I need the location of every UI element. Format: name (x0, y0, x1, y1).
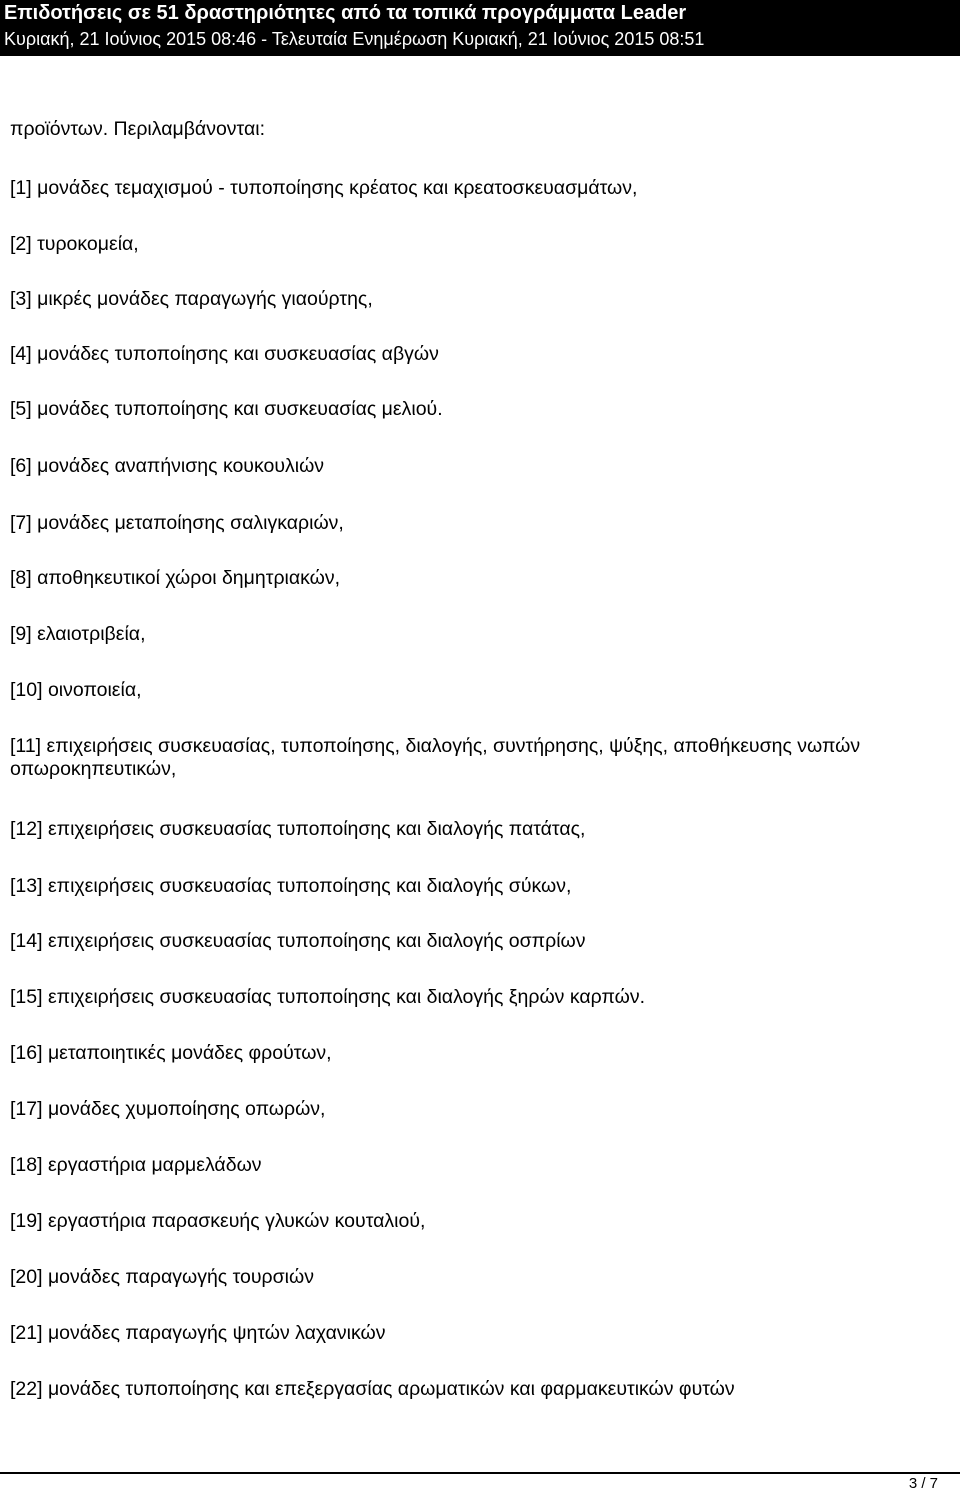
list-item: [6] μονάδες αναπήνισης κουκουλιών (10, 455, 325, 477)
document-title: Επιδοτήσεις σε 51 δραστηριότητες από τα τοπικά προγράμματα Leader (4, 2, 687, 24)
list-item: [15] επιχειρήσεις συσκευασίας τυποποίησης και διαλογής ξηρών καρπών. (10, 986, 646, 1008)
list-item: [8] αποθηκευτικοί χώροι δημητριακών, (10, 567, 341, 589)
list-item: [16] μεταποιητικές μονάδες φρούτων, (10, 1042, 332, 1064)
document-dates: Κυριακή, 21 Ιούνιος 2015 08:46 - Τελευταία Ενημέρωση Κυριακή, 21 Ιούνιος 2015 08:51 (4, 29, 705, 49)
footer-divider (0, 1472, 960, 1474)
list-item: [21] μονάδες παραγωγής ψητών λαχανικών (10, 1322, 386, 1344)
list-item: [19] εργαστήρια παρασκευής γλυκών κουταλιού, (10, 1210, 426, 1232)
list-item: [2] τυροκομεία, (10, 233, 139, 255)
list-item: [14] επιχειρήσεις συσκευασίας τυποποίησης και διαλογής οσπρίων (10, 930, 586, 952)
list-item: [13] επιχειρήσεις συσκευασίας τυποποίησης και διαλογής σύκων, (10, 875, 572, 897)
document-header (0, 0, 960, 56)
list-item: [10] οινοποιεία, (10, 679, 142, 701)
list-item: [5] μονάδες τυποποίησης και συσκευασίας μελιού. (10, 398, 443, 420)
list-item: [11] επιχειρήσεις συσκευασίας, τυποποίησης, διαλογής, συντήρησης, ψύξης, αποθήκευσης νωπών οπωροκηπευτικών, (10, 735, 861, 780)
list-item: [22] μονάδες τυποποίησης και επεξεργασίας αρωματικών και φαρμακευτικών φυτών (10, 1378, 735, 1400)
list-item: [17] μονάδες χυμοποίησης οπωρών, (10, 1098, 326, 1120)
list-item: [7] μονάδες μεταποίησης σαλιγκαριών, (10, 512, 344, 534)
list-item: [12] επιχειρήσεις συσκευασίας τυποποίησης και διαλογής πατάτας, (10, 818, 586, 840)
list-item: [20] μονάδες παραγωγής τουρσιών (10, 1266, 314, 1288)
list-item: [18] εργαστήρια μαρμελάδων (10, 1154, 262, 1176)
list-item: [9] ελαιοτριβεία, (10, 623, 146, 645)
body-paragraph: προϊόντων. Περιλαμβάνονται: (10, 118, 266, 140)
list-item: [3] μικρές μονάδες παραγωγής γιαούρτης, (10, 288, 373, 310)
page-number: 3 / 7 (908, 1475, 938, 1492)
list-item: [1] μονάδες τεμαχισμού - τυποποίησης κρέατος και κρεατοσκευασμάτων, (10, 177, 638, 199)
list-item: [4] μονάδες τυποποίησης και συσκευασίας αβγών (10, 343, 439, 365)
